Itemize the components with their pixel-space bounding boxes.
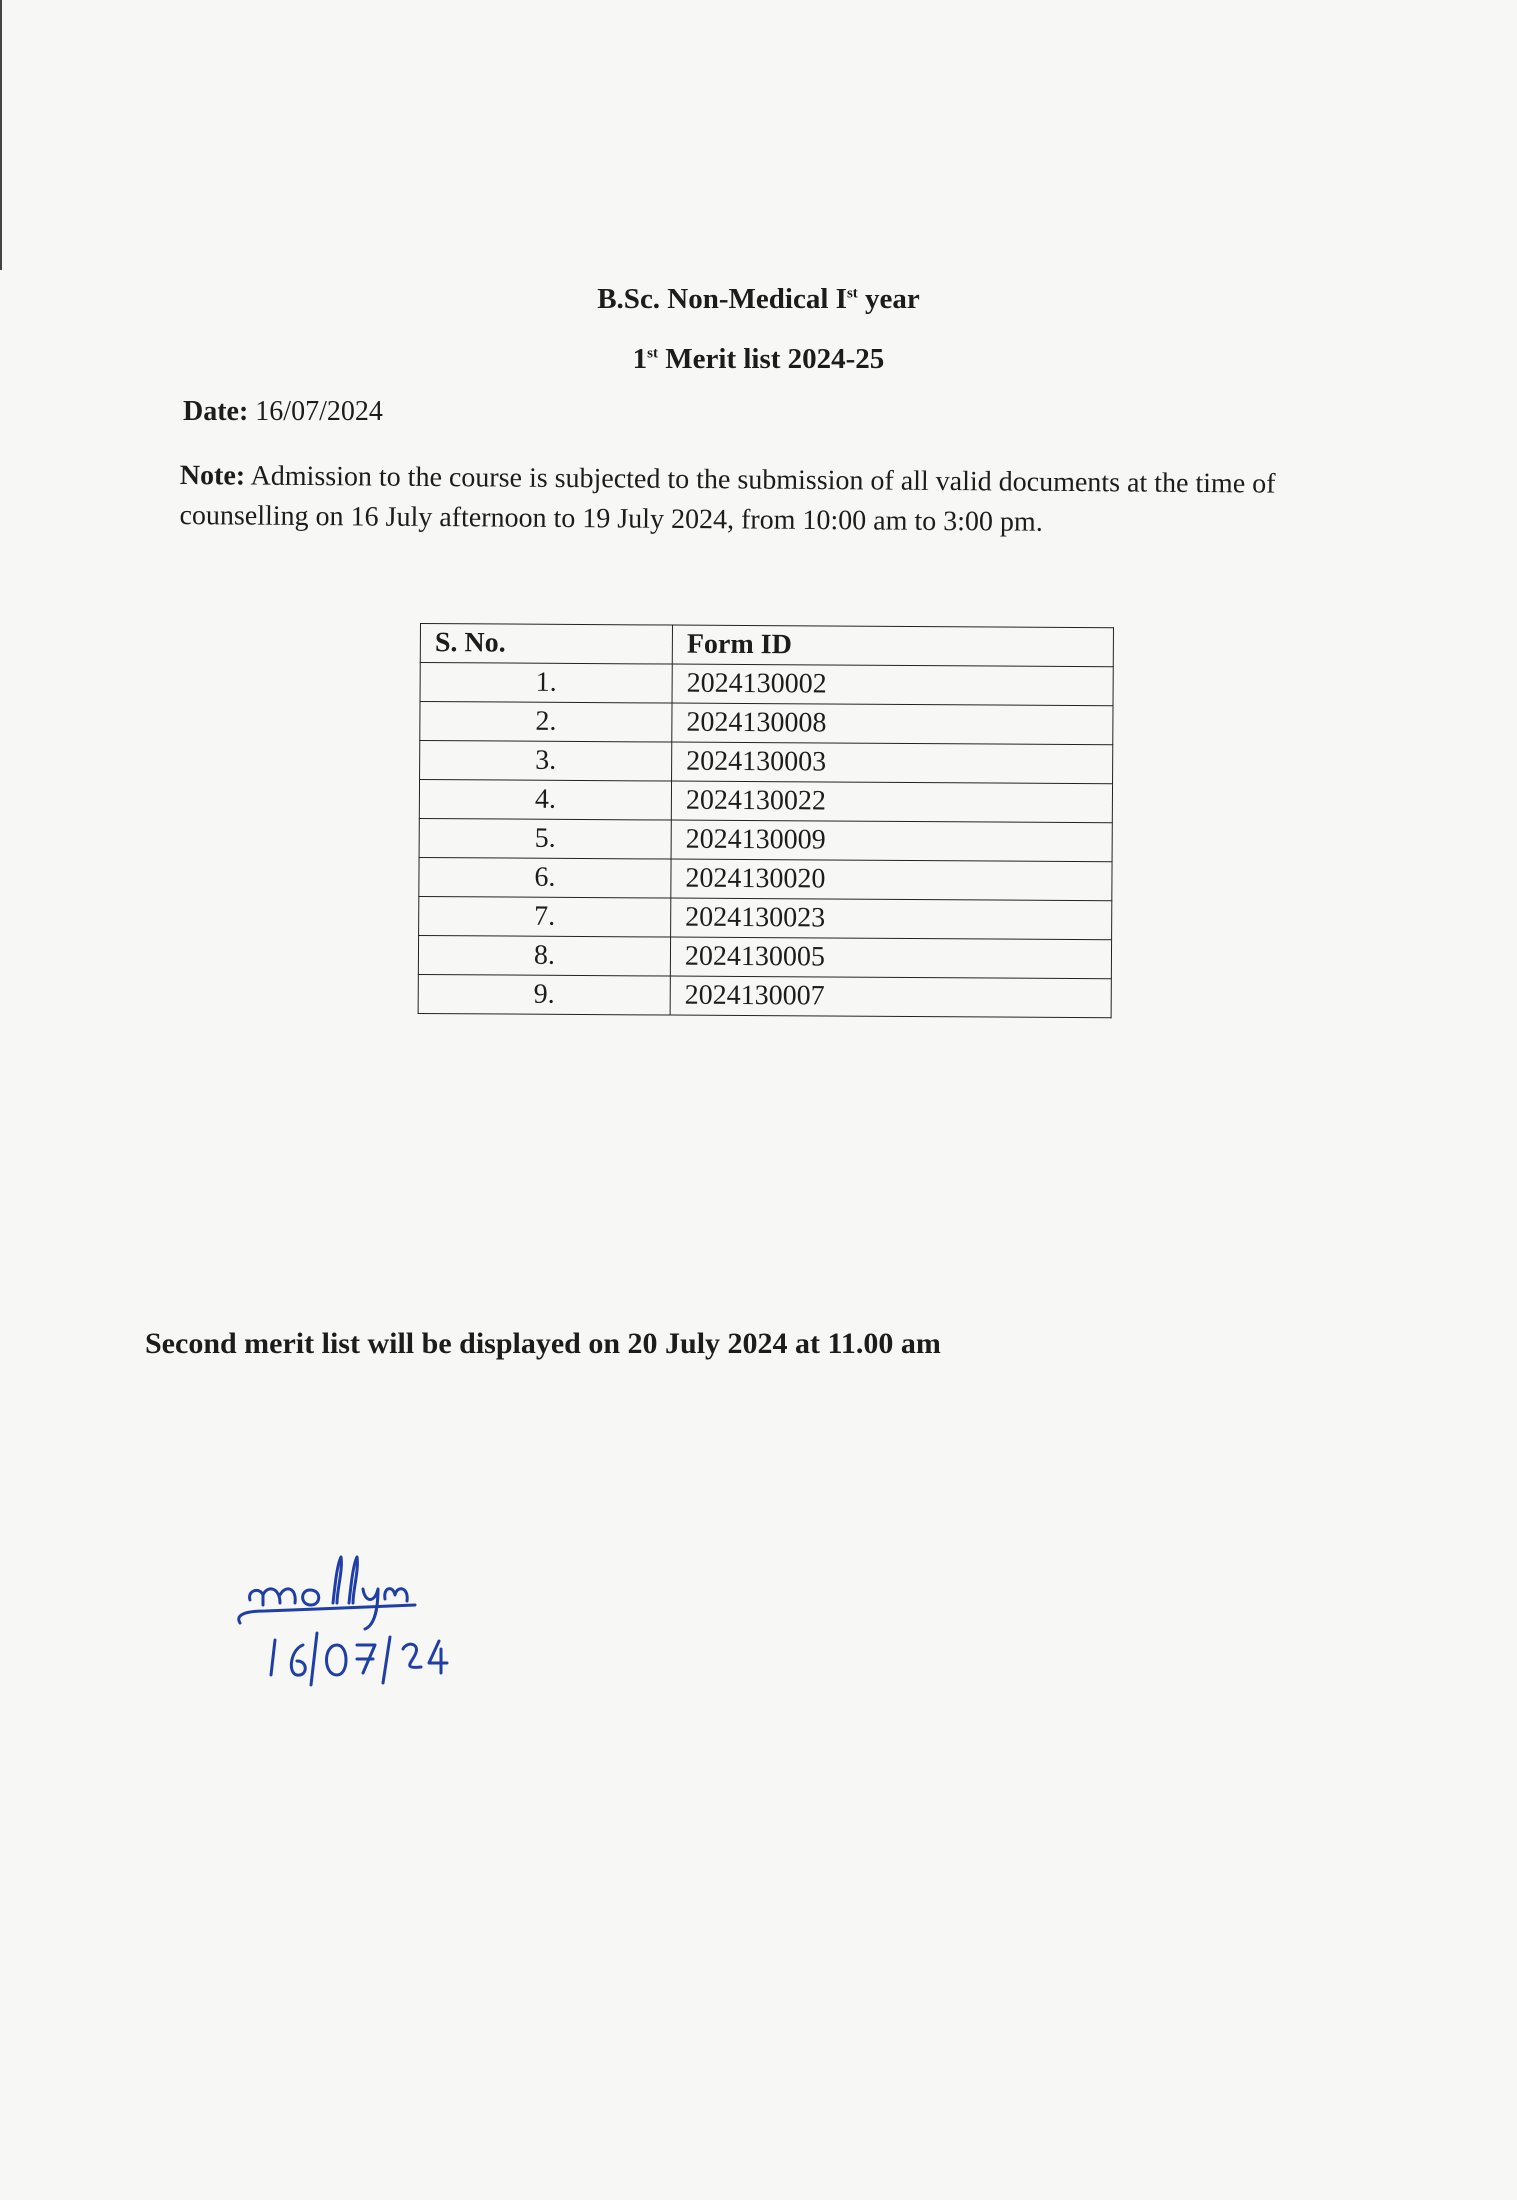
note-text: Admission to the course is subjected to the submission of all valid documents at the time of counselling on 16 July afternoon to 19 July 2024, from 10:00 am to 3:00 pm. — [179, 460, 1276, 538]
signature — [225, 1545, 525, 1710]
table-row — [418, 974, 1111, 1017]
header-form-id: Form ID — [672, 625, 1113, 667]
table-row — [419, 780, 1112, 823]
course-title: B.Sc. Non-Medical Ist year — [597, 283, 920, 315]
form-id-cell: 2024130022 — [671, 781, 1112, 823]
sno-cell: 8. — [418, 935, 670, 976]
table-row — [420, 741, 1113, 784]
merit-list-title: 1st Merit list 2024-25 — [632, 343, 885, 375]
form-id-cell: 2024130008 — [672, 703, 1113, 745]
form-id-cell: 2024130005 — [670, 937, 1111, 979]
admission-note — [179, 456, 1340, 545]
sno-cell: 4. — [419, 780, 671, 821]
form-id-cell: 2024130020 — [671, 859, 1112, 901]
table-header-row — [420, 624, 1113, 667]
form-id-cell: 2024130023 — [671, 898, 1112, 940]
date-label: Date: — [183, 396, 249, 427]
sno-cell: 1. — [420, 663, 672, 704]
handwritten-signature-icon — [225, 1545, 525, 1705]
second-merit-notice: Second merit list will be displayed on 20 July 2024 at 11.00 am — [145, 1327, 941, 1360]
sno-cell: 9. — [418, 974, 670, 1015]
sno-cell: 7. — [419, 896, 671, 937]
table-row — [419, 818, 1112, 861]
table-row — [420, 663, 1113, 706]
date-value: 16/07/2024 — [255, 396, 383, 427]
sno-cell: 5. — [419, 818, 671, 859]
table-row — [419, 896, 1112, 939]
form-id-cell: 2024130002 — [672, 664, 1113, 706]
table-row — [419, 857, 1112, 900]
sno-cell: 6. — [419, 857, 671, 898]
page-edge — [0, 0, 2, 270]
note-label: Note: — [179, 459, 246, 492]
sno-cell: 3. — [420, 741, 672, 782]
form-id-cell: 2024130003 — [672, 742, 1113, 784]
merit-table — [418, 623, 1114, 1018]
date-line — [183, 396, 383, 428]
table-row — [418, 935, 1111, 978]
header-sno: S. No. — [420, 624, 672, 665]
sno-cell: 2. — [420, 702, 672, 743]
table-row — [420, 702, 1113, 745]
form-id-cell: 2024130007 — [670, 976, 1111, 1018]
form-id-cell: 2024130009 — [671, 820, 1112, 862]
merit-table-wrap — [418, 623, 1114, 1018]
